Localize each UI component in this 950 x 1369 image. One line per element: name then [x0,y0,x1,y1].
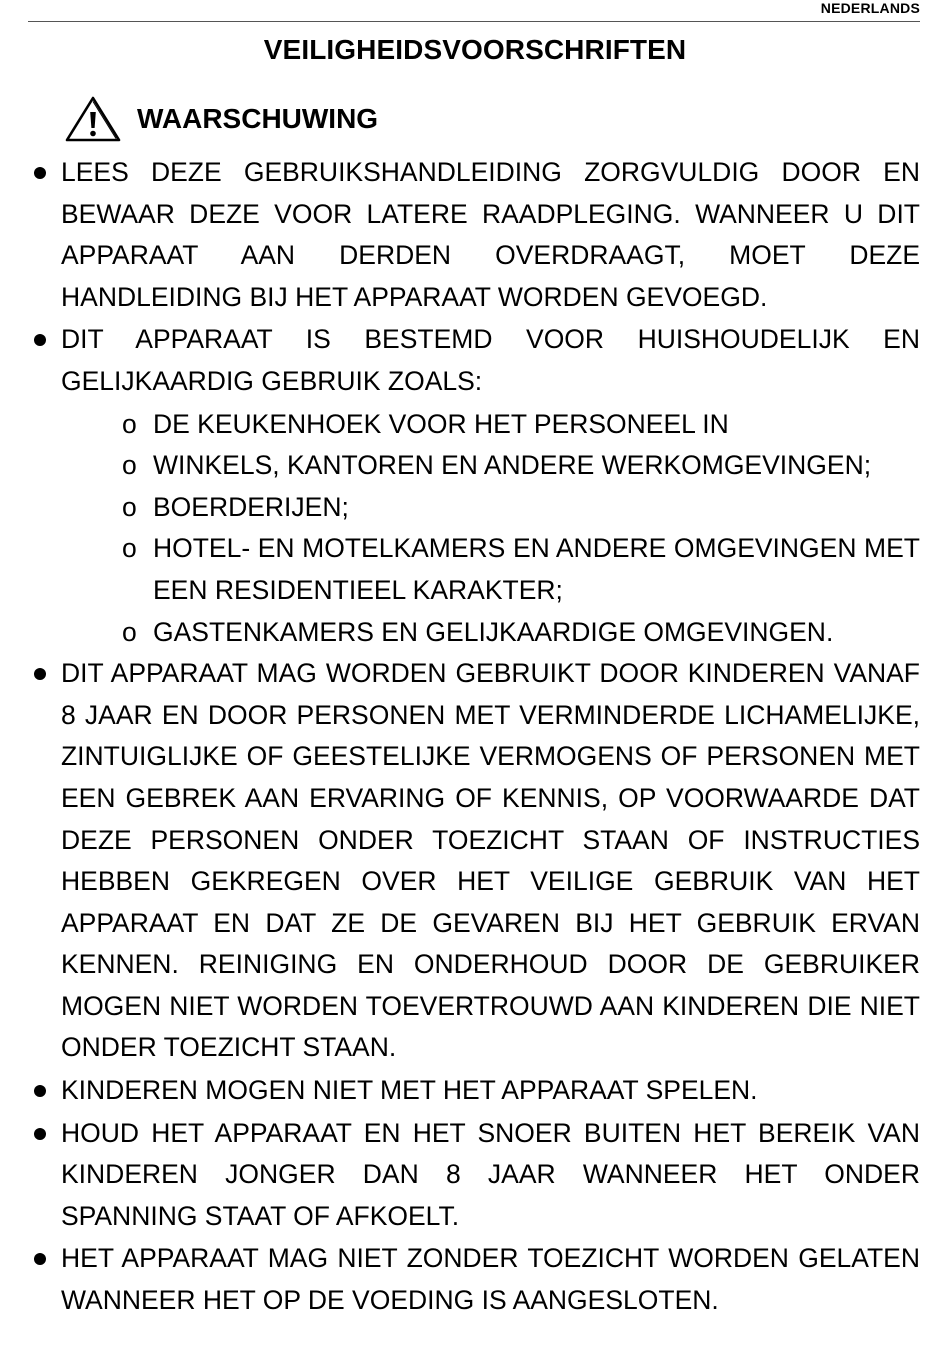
list-item [28,152,920,318]
sublist-item-text: DE KEUKENHOEK VOOR HET PERSONEEL IN [153,408,729,439]
circle-bullet-icon: o [122,408,137,439]
list-item [28,653,920,1069]
warning-heading [64,94,378,144]
bullet-icon [34,1128,46,1140]
list-item-text: KINDEREN MOGEN NIET MET HET APPARAAT SPELEN. [61,1075,758,1106]
sublist-item-text: GASTENKAMERS EN GELIJKAARDIGE OMGEVINGEN. [153,616,834,647]
bullet-icon [34,1085,46,1097]
bullet-icon [34,1253,46,1265]
list-item [28,1070,920,1112]
sublist-item [28,612,920,654]
language-label: NEDERLANDS [820,0,920,16]
circle-bullet-icon: o [122,491,137,522]
sublist-item [28,528,920,611]
bullet-icon [34,167,46,179]
list-item [28,1238,920,1321]
sublist-item [28,445,920,487]
circle-bullet-icon: o [122,533,137,564]
sublist-item [28,404,920,446]
sublist-item-text: WINKELS, KANTOREN EN ANDERE WERKOMGEVINGEN; [153,450,872,481]
sublist-item [28,487,920,529]
list-item-text: HET APPARAAT MAG NIET ZONDER TOEZICHT WORDEN GELATEN WANNEER HET OP DE VOEDING IS AANGESLOTEN. [61,1243,920,1316]
safety-instructions-list [28,152,920,1323]
sublist-item-text: HOTEL- EN MOTELKAMERS EN ANDERE OMGEVINGEN MET EEN RESIDENTIEEL KARAKTER; [153,533,920,605]
header-divider [28,21,920,22]
list-item-text: DIT APPARAAT MAG WORDEN GEBRUIKT DOOR KINDEREN VANAF 8 JAAR EN DOOR PERSONEN MET VERMINDERDE LICHAMELIJKE, ZINTUIGLIJKE OF GEESTELIJKE VERMOGENS OF PERSONEN MET EEN GEBREK AAN ERVARING OF KENNIS, OP VOORWAARDE DAT DEZE PERSONEN ONDER TOEZICHT STAAN OF INSTRUCTIES HEBBEN GEKREGEN OVER HET VEILIGE GEBRUIK VAN HET APPARAAT EN DAT ZE DE GEVAREN BIJ HET GEBRUIK ERVAN KENNEN. REINIGING EN ONDERHOUD DOOR DE GEBRUIKER MOGEN NIET WORDEN TOEVERTROUWD AAN KINDEREN DIE NIET ONDER TOEZICHT STAAN. [61,658,920,1063]
bullet-icon [34,668,46,680]
usage-environments-sublist [28,404,920,654]
warning-triangle-icon [64,94,122,144]
circle-bullet-icon: o [122,616,137,647]
sublist-item-text: BOERDERIJEN; [153,491,349,522]
circle-bullet-icon: o [122,450,137,481]
list-item-text: HOUD HET APPARAAT EN HET SNOER BUITEN HET BEREIK VAN KINDEREN JONGER DAN 8 JAAR WANNEER HET ONDER SPANNING STAAT OF AFKOELT. [61,1117,920,1231]
list-item-text: LEES DEZE GEBRUIKSHANDLEIDING ZORGVULDIG DOOR EN BEWAAR DEZE VOOR LATERE RAADPLEGING. WANNEER U DIT APPARAAT AAN DERDEN OVERDRAAGT, MOET DEZE HANDLEIDING BIJ HET APPARAAT WORDEN GEVOEGD. [61,157,920,312]
page-title: VEILIGHEIDSVOORSCHRIFTEN [263,34,687,65]
list-item-text: DIT APPARAAT IS BESTEMD VOOR HUISHOUDELIJK EN GELIJKAARDIG GEBRUIK ZOALS: [61,324,920,396]
list-item [28,1113,920,1238]
bullet-icon [34,334,46,346]
warning-label: WAARSCHUWING [137,103,379,134]
list-item [28,319,920,402]
